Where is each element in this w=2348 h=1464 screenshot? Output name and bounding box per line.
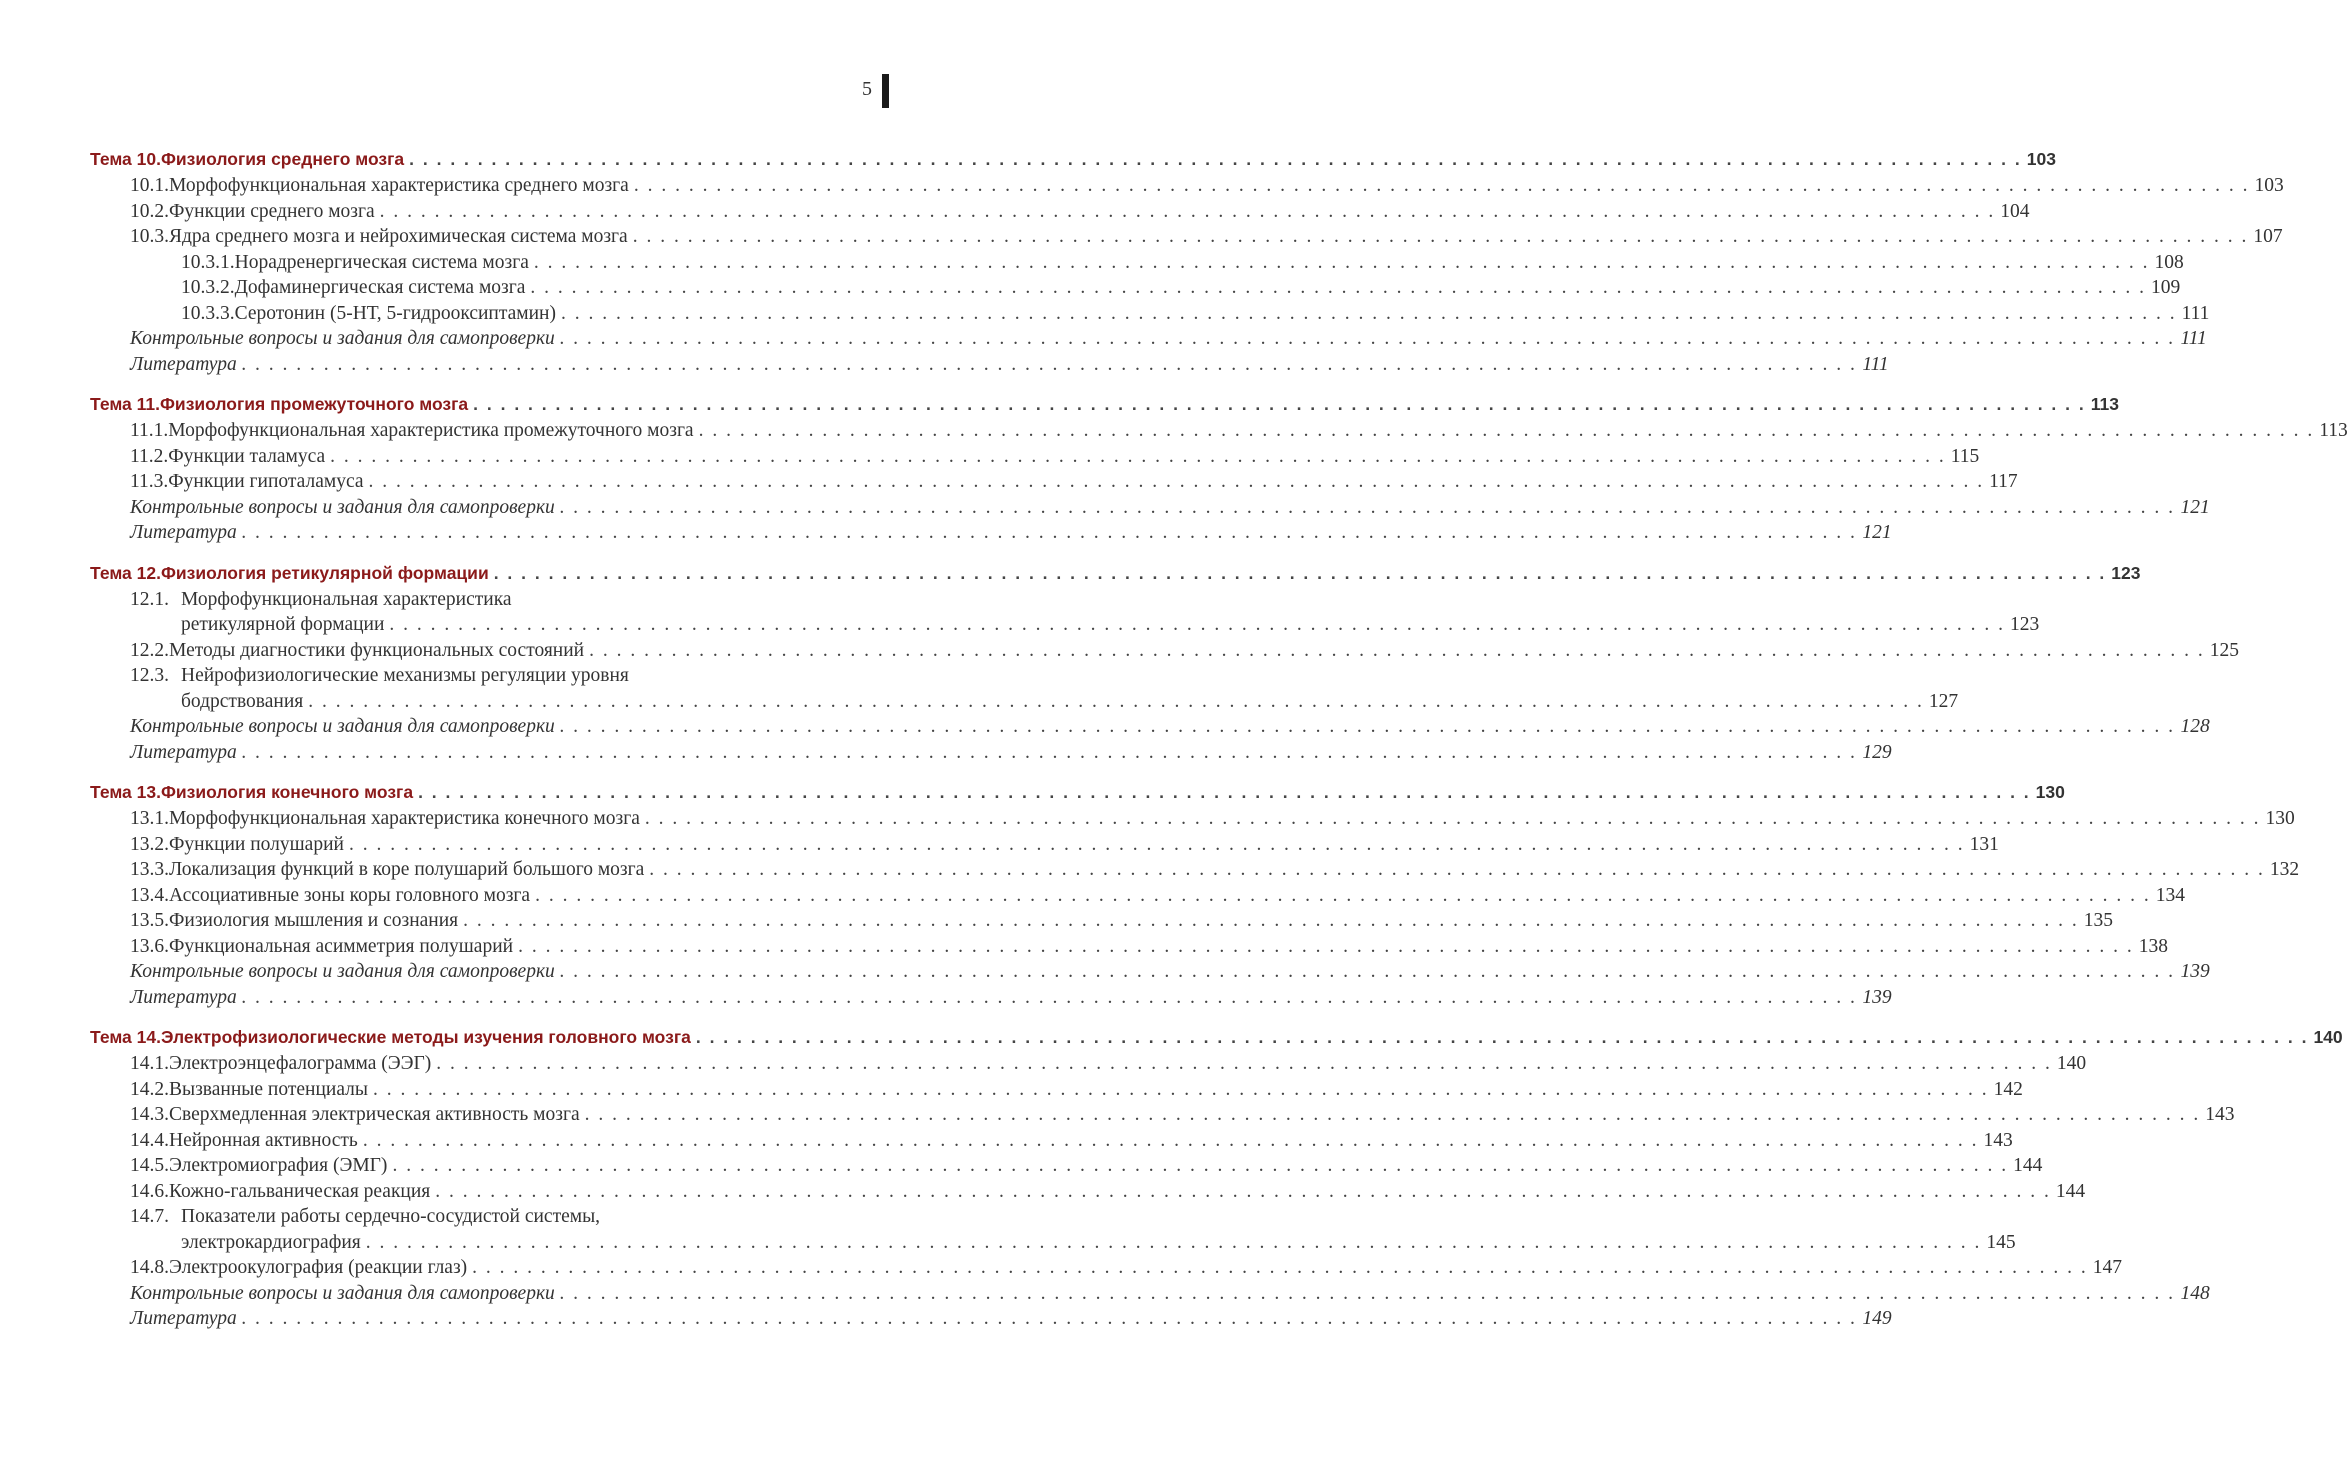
- toc-subsection-entry: [90, 1179, 2086, 1205]
- toc-topic-entry: [90, 560, 2141, 587]
- subsection-number: 14.3.: [130, 1104, 169, 1125]
- subsection-number: 10.3.1.: [181, 251, 235, 273]
- topic-number: Тема 14.: [90, 1027, 161, 1047]
- dot-leader: [691, 1024, 2314, 1051]
- subsection-page-number: 132: [2269, 859, 2300, 880]
- subsection-title: Морфофункциональная характеристика среднего мозга: [169, 175, 629, 196]
- auxiliary-title: Литература: [130, 741, 237, 763]
- subsection-page-number: 113: [2319, 420, 2348, 441]
- toc-subsection-entry: [90, 908, 2114, 934]
- subsection-page-number: 144: [2013, 1155, 2043, 1176]
- topic-number: Тема 13.: [90, 782, 161, 802]
- topic-number: Тема 10.: [90, 149, 161, 169]
- toc-section: [90, 1024, 2343, 1332]
- toc-subsection-entry: [90, 1077, 2023, 1103]
- subsection-title-continuation: электрокардиография: [181, 1231, 361, 1253]
- subsection-page-number: 103: [2254, 175, 2284, 196]
- dot-leader: [237, 352, 1863, 378]
- dot-leader: [555, 714, 2181, 740]
- subsection-page-number: 138: [2138, 935, 2168, 957]
- subsection-title: Кожно-гальваническая реакция: [169, 1180, 431, 1202]
- subsection-title: Электромиография (ЭМГ): [169, 1155, 388, 1176]
- subsection-page-number: 109: [2151, 277, 2181, 298]
- topic-page-number: 113: [2090, 394, 2119, 414]
- toc-auxiliary-entry: [90, 1306, 1892, 1332]
- subsection-title: Электроэнцефалограмма (ЭЭГ): [169, 1053, 432, 1074]
- subsection-page-number: 145: [1986, 1231, 2016, 1253]
- toc-auxiliary-entry: [90, 985, 1892, 1011]
- dot-leader: [358, 1128, 1984, 1154]
- toc-subsection-entry: [90, 173, 2284, 199]
- dot-leader: [513, 934, 2139, 960]
- subsection-number: 14.5.: [130, 1155, 169, 1176]
- subsection-title: Морфофункциональная характеристика: [181, 588, 512, 610]
- dot-leader: [384, 612, 2010, 638]
- auxiliary-page-number: 129: [1862, 741, 1892, 763]
- subsection-title: Дофаминергическая система мозга: [234, 277, 526, 298]
- subsection-number: 12.1.: [130, 588, 169, 610]
- subsection-title: Локализация функций в коре полушарий большого мозга: [169, 859, 645, 880]
- subsection-number: 13.2.: [130, 833, 169, 855]
- toc-topic-entry: [90, 391, 2119, 418]
- toc-subsubsection-entry: [90, 275, 2181, 301]
- topic-title: Физиология ретикулярной формации: [160, 562, 489, 583]
- subsection-page-number: 104: [2000, 200, 2030, 222]
- toc-subsection-entry: [90, 199, 2030, 225]
- subsection-title: Серотонин (5-НТ, 5-гидрооксиптамин): [234, 302, 556, 324]
- subsection-page-number: 142: [1993, 1078, 2023, 1100]
- subsection-title: Нейрофизиологические механизмы регуляции уровня: [181, 665, 629, 686]
- dot-leader: [430, 1179, 2056, 1205]
- dot-leader: [694, 418, 2320, 444]
- auxiliary-page-number: 121: [1862, 522, 1892, 543]
- toc-subsection-entry: [90, 663, 890, 689]
- auxiliary-title: Литература: [130, 353, 237, 375]
- dot-leader: [413, 779, 2036, 806]
- subsection-number: 13.1.: [130, 808, 169, 829]
- toc-subsection-entry: [90, 1102, 2235, 1128]
- toc-auxiliary-entry: [90, 714, 2210, 740]
- dot-leader: [387, 1153, 2013, 1179]
- dot-leader: [555, 495, 2181, 521]
- toc-subsection-entry: [90, 1153, 2043, 1179]
- toc-auxiliary-entry: [90, 495, 2210, 521]
- dot-leader: [584, 638, 2210, 664]
- dot-leader: [644, 857, 2270, 883]
- subsection-number: 11.3.: [130, 471, 169, 492]
- dot-leader: [404, 146, 2027, 173]
- subsection-number: 14.6.: [130, 1180, 169, 1202]
- subsection-title: Нейронная активность: [169, 1129, 358, 1151]
- subsection-page-number: 147: [2092, 1257, 2123, 1278]
- topic-number: Тема 12.: [90, 562, 161, 583]
- dot-leader: [467, 1255, 2093, 1281]
- toc-section: [90, 146, 2284, 377]
- subsection-number: 14.2.: [130, 1078, 169, 1100]
- auxiliary-page-number: 121: [2180, 496, 2210, 518]
- auxiliary-title: Контрольные вопросы и задания для самопроверки: [130, 1282, 555, 1304]
- subsection-number: 13.4.: [130, 884, 169, 906]
- dot-leader: [489, 560, 2112, 587]
- toc-subsection-entry: [90, 418, 2348, 444]
- toc-subsection-entry: [90, 832, 1999, 858]
- toc-subsection-entry: [90, 224, 2283, 250]
- subsection-title: Вызванные потенциалы: [169, 1078, 368, 1100]
- subsection-number: 10.3.3.: [181, 302, 235, 324]
- toc-topic-entry: [90, 146, 2056, 173]
- topic-page-number: 103: [2026, 149, 2056, 169]
- auxiliary-page-number: 128: [2180, 716, 2210, 737]
- toc-subsection-entry: [90, 1204, 890, 1230]
- auxiliary-title: Контрольные вопросы и задания для самопроверки: [130, 328, 555, 349]
- toc-auxiliary-entry: [90, 959, 2210, 985]
- subsection-number: 10.2.: [130, 200, 169, 222]
- dot-leader: [529, 250, 2155, 276]
- auxiliary-page-number: 139: [2180, 961, 2210, 982]
- subsection-page-number: 131: [1969, 833, 1999, 855]
- dot-leader: [237, 985, 1863, 1011]
- dot-leader: [468, 391, 2091, 418]
- toc-subsection-entry: [90, 638, 2239, 664]
- subsection-title: Функции таламуса: [168, 445, 326, 467]
- subsection-number: 13.3.: [130, 859, 169, 880]
- auxiliary-page-number: 139: [1862, 986, 1892, 1008]
- dot-leader: [375, 199, 2001, 225]
- toc-subsection-entry: [90, 934, 2168, 960]
- subsection-title: Ассоциативные зоны коры головного мозга: [169, 884, 531, 906]
- dot-leader: [237, 740, 1863, 766]
- auxiliary-title: Литература: [130, 1308, 237, 1329]
- topic-page-number: 140: [2313, 1027, 2343, 1047]
- subsection-number: 10.3.2.: [181, 277, 235, 298]
- toc-topic-entry: [90, 1024, 2343, 1051]
- toc-subsection-continuation: [90, 1230, 2016, 1256]
- subsection-title: Электроокулография (реакции глаз): [169, 1257, 468, 1278]
- auxiliary-page-number: 148: [2180, 1282, 2210, 1304]
- auxiliary-title: Литература: [130, 986, 237, 1008]
- dot-leader: [237, 520, 1863, 546]
- auxiliary-page-number: 111: [1862, 353, 1889, 375]
- subsection-title: Норадренергическая система мозга: [234, 251, 529, 273]
- dot-leader: [555, 959, 2181, 985]
- subsection-title: Показатели работы сердечно-сосудистой системы,: [181, 1206, 601, 1227]
- subsection-number: 14.4.: [130, 1129, 169, 1151]
- dot-leader: [555, 326, 2181, 352]
- toc-section: [90, 560, 2239, 766]
- toc-subsubsection-entry: [90, 250, 2184, 276]
- topic-number: Тема 11.: [90, 394, 160, 414]
- subsection-page-number: 130: [2265, 808, 2295, 829]
- auxiliary-title: Контрольные вопросы и задания для самопроверки: [130, 496, 555, 518]
- subsection-title: Физиология мышления и сознания: [169, 910, 459, 931]
- topic-page-number: 130: [2035, 782, 2065, 802]
- subsection-page-number: 140: [2056, 1053, 2087, 1074]
- dot-leader: [344, 832, 1970, 858]
- table-of-contents: [90, 146, 2348, 1346]
- subsection-number: 13.6.: [130, 935, 169, 957]
- subsection-title: Функции среднего мозга: [169, 200, 375, 222]
- dot-leader: [525, 275, 2151, 301]
- subsection-number: 12.3.: [130, 665, 169, 686]
- toc-subsubsection-entry: [90, 301, 2210, 327]
- toc-subsection-entry: [90, 1051, 2087, 1077]
- toc-subsection-entry: [90, 444, 1980, 470]
- dot-leader: [458, 908, 2084, 934]
- subsection-title-continuation: ретикулярной формации: [181, 614, 385, 635]
- dot-leader: [364, 469, 1990, 495]
- topic-title: Физиология конечного мозга: [160, 782, 414, 802]
- subsection-number: 14.8.: [130, 1257, 169, 1278]
- topic-title: Физиология промежуточного мозга: [160, 394, 469, 414]
- page-number-bar: [882, 74, 889, 108]
- dot-leader: [530, 883, 2156, 909]
- toc-auxiliary-entry: [90, 740, 1892, 766]
- dot-leader: [555, 1281, 2181, 1307]
- toc-subsection-entry: [90, 587, 890, 613]
- toc-subsection-entry: [90, 469, 2018, 495]
- auxiliary-title: Литература: [130, 522, 237, 543]
- subsection-number: 10.3.: [130, 226, 169, 247]
- dot-leader: [629, 173, 2255, 199]
- subsection-page-number: 135: [2083, 910, 2114, 931]
- dot-leader: [431, 1051, 2057, 1077]
- subsection-page-number: 144: [2055, 1180, 2086, 1202]
- toc-section: [90, 779, 2300, 1010]
- subsection-title: Сверхмедленная электрическая активность мозга: [169, 1104, 580, 1125]
- topic-title: Физиология среднего мозга: [160, 149, 405, 169]
- subsection-title: Методы диагностики функциональных состояний: [169, 639, 585, 661]
- subsection-number: 12.2.: [130, 639, 169, 661]
- toc-auxiliary-entry: [90, 326, 2207, 352]
- toc-subsection-entry: [90, 883, 2185, 909]
- subsection-title: Морфофункциональная характеристика промежуточного мозга: [168, 420, 694, 441]
- toc-section: [90, 391, 2348, 546]
- subsection-number: 10.1.: [130, 175, 169, 196]
- dot-leader: [556, 301, 2182, 327]
- subsection-page-number: 143: [1983, 1129, 2013, 1151]
- auxiliary-page-number: 111: [2180, 328, 2207, 349]
- toc-subsection-entry: [90, 1255, 2123, 1281]
- subsection-page-number: 143: [2205, 1104, 2235, 1125]
- dot-leader: [628, 224, 2254, 250]
- subsection-title: Морфофункциональная характеристика конечного мозга: [169, 808, 640, 829]
- toc-auxiliary-entry: [90, 352, 1889, 378]
- dot-leader: [237, 1306, 1863, 1332]
- subsection-page-number: 125: [2209, 639, 2239, 661]
- subsection-number: 13.5.: [130, 910, 169, 931]
- subsection-number: 11.1.: [130, 420, 169, 441]
- topic-title: Электрофизиологические методы изучения головного мозга: [160, 1027, 691, 1047]
- subsection-page-number: 115: [1950, 445, 1980, 467]
- auxiliary-title: Контрольные вопросы и задания для самопроверки: [130, 961, 555, 982]
- dot-leader: [580, 1102, 2206, 1128]
- subsection-page-number: 107: [2253, 226, 2283, 247]
- dot-leader: [361, 1230, 1987, 1256]
- subsection-page-number: 117: [1989, 471, 2018, 492]
- dot-leader: [640, 806, 2266, 832]
- toc-subsection-continuation: [90, 689, 1959, 715]
- subsection-title-continuation: бодрствования: [181, 690, 304, 712]
- subsection-page-number: 108: [2154, 251, 2184, 273]
- toc-subsection-entry: [90, 857, 2300, 883]
- toc-topic-entry: [90, 779, 2065, 806]
- auxiliary-title: Контрольные вопросы и задания для самопроверки: [130, 716, 555, 737]
- subsection-page-number: 127: [1928, 690, 1959, 712]
- subsection-page-number: 134: [2155, 884, 2185, 906]
- toc-subsection-entry: [90, 1128, 2013, 1154]
- subsection-title: Функциональная асимметрия полушарий: [169, 935, 514, 957]
- page-number: 5: [862, 78, 872, 100]
- dot-leader: [368, 1077, 1994, 1103]
- subsection-title: Функции гипоталамуса: [168, 471, 364, 492]
- auxiliary-page-number: 149: [1862, 1308, 1892, 1329]
- subsection-page-number: 123: [2010, 614, 2040, 635]
- subsection-number: 14.7.: [130, 1206, 169, 1227]
- toc-subsection-entry: [90, 806, 2295, 832]
- toc-auxiliary-entry: [90, 1281, 2210, 1307]
- toc-auxiliary-entry: [90, 520, 1892, 546]
- dot-leader: [303, 689, 1929, 715]
- topic-page-number: 123: [2111, 562, 2141, 583]
- subsection-number: 11.2.: [130, 445, 169, 467]
- dot-leader: [325, 444, 1951, 470]
- subsection-number: 14.1.: [130, 1053, 169, 1074]
- subsection-title: Ядра среднего мозга и нейрохимическая система мозга: [169, 226, 628, 247]
- subsection-page-number: 111: [2181, 302, 2210, 324]
- subsection-title: Функции полушарий: [169, 833, 344, 855]
- toc-subsection-continuation: [90, 612, 2040, 638]
